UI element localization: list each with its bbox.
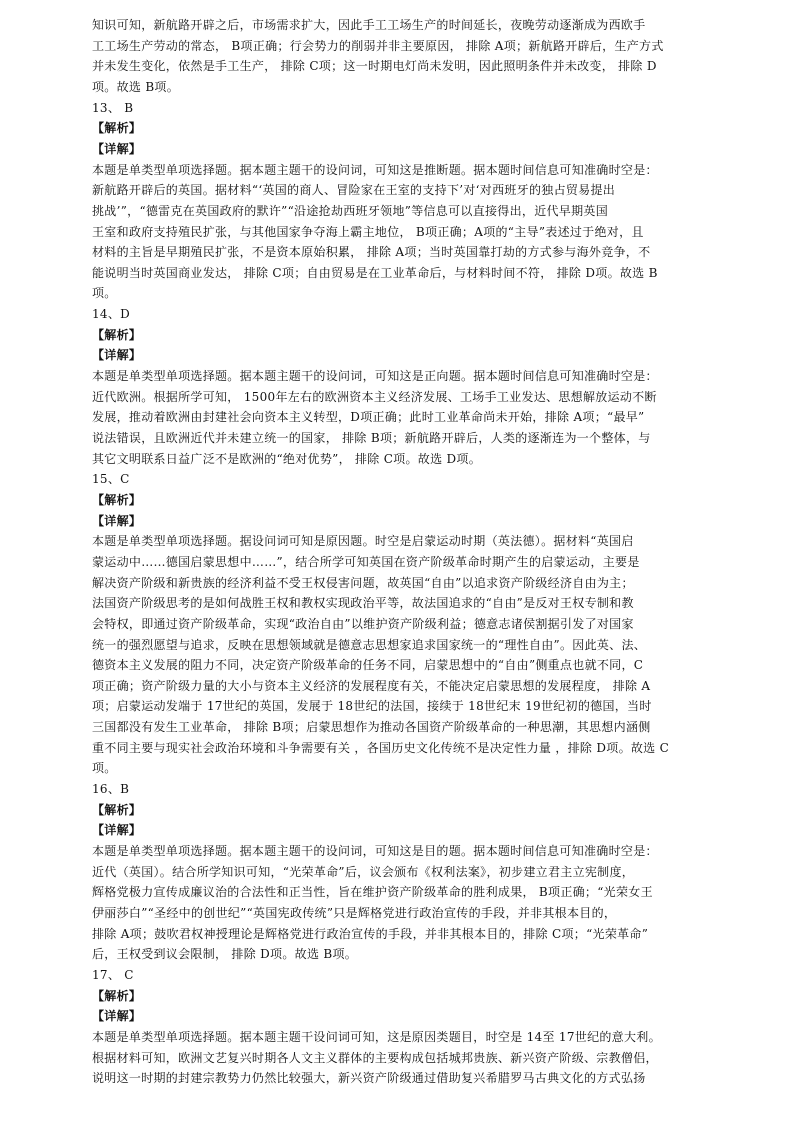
text-line: 材料的主旨是早期殖民扩张，不是资本原始积累， 排除 A项；当时英国靠打劫的方式参与海外竞争，不 xyxy=(92,245,651,260)
text-line: 【详解】 xyxy=(92,823,142,838)
text-line: 统一的强烈愿望与追求，反映在思想领域就是德意志思想家追求国家统一的“理性自由”。因此英、法、 xyxy=(92,637,647,652)
text-line: 项正确；资产阶级力量的大小与资本主义经济的发展程度有关，不能决定启蒙思想的发展程度， 排除 A xyxy=(92,678,651,693)
text-line: 近代（英国）。结合所学知识可知，“光荣革命”后，议会颁布《权利法案》，初步建立君主立宪制度， xyxy=(92,864,635,879)
text-line: 14、D xyxy=(92,307,131,322)
text-line: 本题是单类型单项选择题。据设问词可知是原因题。时空是启蒙运动时期（英法德）。据材料“英国启 xyxy=(92,534,634,549)
text-line: 排除 A项；鼓吹君权神授理论是辉格党进行政治宣传的手段，并非其根本目的，排除 C项；“光荣革命” xyxy=(92,926,649,941)
text-line: 15、C xyxy=(92,472,130,487)
text-line: 后，王权受到议会限制， 排除 D项。故选 B项。 xyxy=(92,947,358,962)
text-line: 项。 xyxy=(92,286,117,301)
text-line: 重不同主要与现实社会政治环境和斗争需要有关 ，各国历史文化传统不是决定性力量 ，排除 D项。故选 C xyxy=(92,740,670,755)
text-line: 挑战’”，“德雷克在英国政府的默许”“沿途抢劫西班牙领地”等信息可以直接得出，近代早期英国 xyxy=(92,203,608,218)
text-line: 【详解】 xyxy=(92,513,142,528)
text-line: 本题是单类型单项选择题。据本题主题干的设问词，可知这是推断题。据本题时间信息可知准确时空是： xyxy=(92,162,658,177)
text-line: 三国都没有发生工业革命， 排除 B项；启蒙思想作为推动各国资产阶级革命的一种思潮，其思想内涵侧 xyxy=(92,720,651,735)
text-line: 法国资产阶级思考的是如何战胜王权和教权实现政治平等，故法国追求的“自由”是反对王权专制和教 xyxy=(92,596,634,611)
text-line: 能说明当时英国商业发达， 排除 C项；自由贸易是在工业革命后，与材料时间不符， 排除 D项。故选 B xyxy=(92,265,658,280)
text-line: 17、 C xyxy=(92,967,134,982)
text-line: 近代欧洲。根据所学可知， 1500年左右的欧洲资本主义经济发展、工场手工业发达、思想解放运动不断 xyxy=(92,389,657,404)
text-line: 伊丽莎白”“圣经中的创世纪”“英国宪政传统”只是辉格党进行政治宣传的手段，并非其根本目的， xyxy=(92,905,617,920)
text-line: 工工场生产劳动的常态， B项正确；行会势力的削弱并非主要原因， 排除 A项；新航路开辟后，生产方式 xyxy=(92,38,664,53)
text-line: 根据材料可知，欧洲文艺复兴时期各人文主义群体的主要构成包括城邦贵族、新兴资产阶级、宗教僧侣， xyxy=(92,1050,658,1065)
text-line: 【解析】 xyxy=(92,121,142,136)
text-line: 13、 B xyxy=(92,100,134,115)
text-line: 项；启蒙运动发端于 17世纪的英国，发展于 18世纪的法国，接续于 18世纪末 19世纪初的德国，当时 xyxy=(92,699,652,714)
text-line: 发展，推动着欧洲由封建社会向资本主义转型，D项正确；此时工业革命尚未开始，排除 A项；“最早” xyxy=(92,410,645,425)
text-line: 【解析】 xyxy=(92,327,142,342)
text-line: 【解析】 xyxy=(92,802,142,817)
text-line: 本题是单类型单项选择题。据本题主题干设问词可知，这是原因类题目，时空是 14至 17世纪的意大利。 xyxy=(92,1029,661,1044)
text-line: 本题是单类型单项选择题。据本题主题干的设问词，可知这是目的题。据本题时间信息可知准确时空是： xyxy=(92,844,658,858)
text-line: 其它文明联系日益广泛不是欧洲的“绝对优势”， 排除 C项。故选 D项。 xyxy=(92,451,482,466)
text-line: 【详解】 xyxy=(92,1009,142,1024)
text-line: 知识可知，新航路开辟之后，市场需求扩大，因此手工工场生产的时间延长，夜晚劳动逐渐成为西欧手 xyxy=(92,18,646,32)
text-line: 会特权，即通过资产阶级革命，实现“政治自由”以维护资产阶级利益；德意志诸侯割据引发了对国家 xyxy=(92,616,634,631)
text-line: 【解析】 xyxy=(92,492,142,507)
text-line: 16、B xyxy=(92,782,130,796)
text-line: 王室和政府支持殖民扩张，与其他国家争夺海上霸主地位， B项正确；A项的“主导”表述过于绝对，且 xyxy=(92,224,644,239)
text-line: 本题是单类型单项选择题。据本题主题干的设问词，可知这是正向题。据本题时间信息可知准确时空是： xyxy=(92,369,658,383)
text-line: 蒙运动中……德国启蒙思想中……”，结合所学可知英国在资产阶级革命时期产生的启蒙运动，主要是 xyxy=(92,554,640,569)
text-line: 【详解】 xyxy=(92,348,142,363)
text-line: 新航路开辟后的英国。据材料“‘英国的商人、冒险家在王室的支持下’对‘对西班牙的独占贸易提出 xyxy=(92,183,616,198)
text-line: 说法错误，且欧洲近代并未建立统一的国家， 排除 B项；新航路开辟后，人类的逐渐连为一个整体，与 xyxy=(92,431,651,445)
text-line: 并未发生变化，依然是手工生产， 排除 C项；这一时期电灯尚未发明，因此照明条件并未改变， 排除 D xyxy=(92,59,657,74)
text-line: 项。 xyxy=(92,761,117,776)
text-line: 【详解】 xyxy=(92,141,142,156)
text-line: 德资本主义发展的阻力不同，决定资产阶级革命的任务不同，启蒙思想中的“自由”侧重点也就不同，C xyxy=(92,658,644,673)
text-line: 【解析】 xyxy=(92,988,142,1003)
text-line: 项。故选 B项。 xyxy=(92,79,180,94)
text-line: 说明这一时期的封建宗教势力仍然比较强大，新兴资产阶级通过借助复兴希腊罗马古典文化的方式弘扬 xyxy=(92,1071,646,1086)
text-line: 辉格党极力宣传成廉议治的合法性和正当性，旨在维护资产阶级革命的胜利成果， B项正确；“光荣女王 xyxy=(92,885,653,900)
text-line: 解决资产阶级和新贵族的经济利益不受王权侵害问题，故英国“自由”以追求资产阶级经济自由为主； xyxy=(92,575,634,590)
